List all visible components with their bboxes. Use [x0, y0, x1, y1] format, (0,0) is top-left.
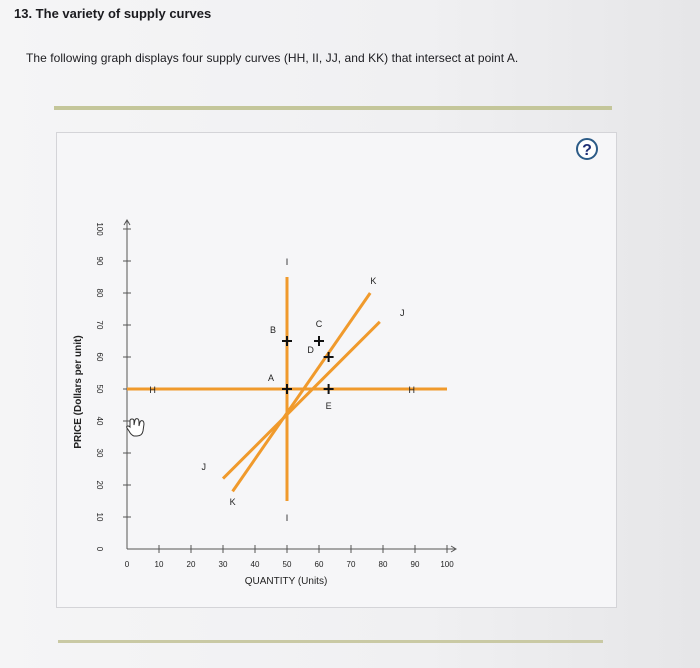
x-tick-label-0: 0 — [124, 560, 130, 569]
y-tick-label-40: 40 — [95, 416, 104, 426]
question-title: 13. The variety of supply curves — [14, 6, 212, 21]
x-tick-label-40: 40 — [250, 560, 260, 569]
x-tick-label-20: 20 — [186, 560, 196, 569]
y-tick-label-60: 60 — [95, 352, 104, 362]
curve-label-k-1: K — [229, 497, 236, 507]
curve-label-k-2: K — [370, 276, 377, 287]
x-tick-label-100: 100 — [440, 560, 454, 569]
curve-k — [233, 293, 371, 491]
x-axis-title: QUANTITY (Units) — [244, 576, 328, 587]
x-tick-label-70: 70 — [346, 560, 356, 569]
point-label-a: A — [267, 373, 275, 383]
point-label-e: E — [325, 401, 332, 411]
y-tick-label-20: 20 — [95, 480, 104, 490]
x-tick-label-80: 80 — [378, 560, 388, 569]
point-b — [282, 336, 292, 346]
x-tick-label-30: 30 — [218, 560, 228, 569]
x-tick-label-60: 60 — [314, 560, 324, 569]
y-tick-label-10: 10 — [95, 512, 104, 522]
curve-label-h-2: H — [408, 385, 416, 395]
chart-labels — [95, 222, 454, 569]
curve-label-j-2: J — [399, 308, 405, 319]
y-tick-label-70: 70 — [95, 320, 104, 330]
point-c — [314, 336, 324, 346]
x-tick-label-10: 10 — [154, 560, 164, 569]
curve-label-i-1: I — [285, 257, 289, 267]
y-tick-label-90: 90 — [95, 256, 104, 266]
x-tick-label-90: 90 — [410, 560, 420, 569]
point-e — [324, 384, 334, 394]
point-a — [282, 384, 292, 394]
y-tick-label-100: 100 — [95, 222, 104, 236]
curve-label-i-2: I — [285, 513, 289, 523]
curve-label-h-1: H — [149, 385, 156, 395]
x-tick-label-50: 50 — [282, 560, 292, 569]
question-text: The following graph displays four supply curves (HH, II, JJ, and KK) that intersect at point A. — [26, 51, 519, 65]
y-tick-label-0: 0 — [95, 546, 104, 552]
y-tick-label-30: 30 — [95, 448, 104, 458]
help-icon[interactable]: ? — [576, 138, 598, 160]
curve-j — [223, 322, 380, 479]
divider-bottom — [58, 640, 603, 643]
curve-label-j-1: J — [201, 461, 207, 472]
point-label-c: C — [315, 319, 323, 329]
y-axis-title: PRICE (Dollars per unit) — [73, 335, 84, 449]
y-tick-label-80: 80 — [95, 288, 104, 298]
y-tick-label-50: 50 — [95, 384, 104, 394]
chart-axes — [123, 220, 456, 553]
point-label-b: B — [269, 325, 277, 335]
point-label-d: D — [307, 345, 314, 355]
